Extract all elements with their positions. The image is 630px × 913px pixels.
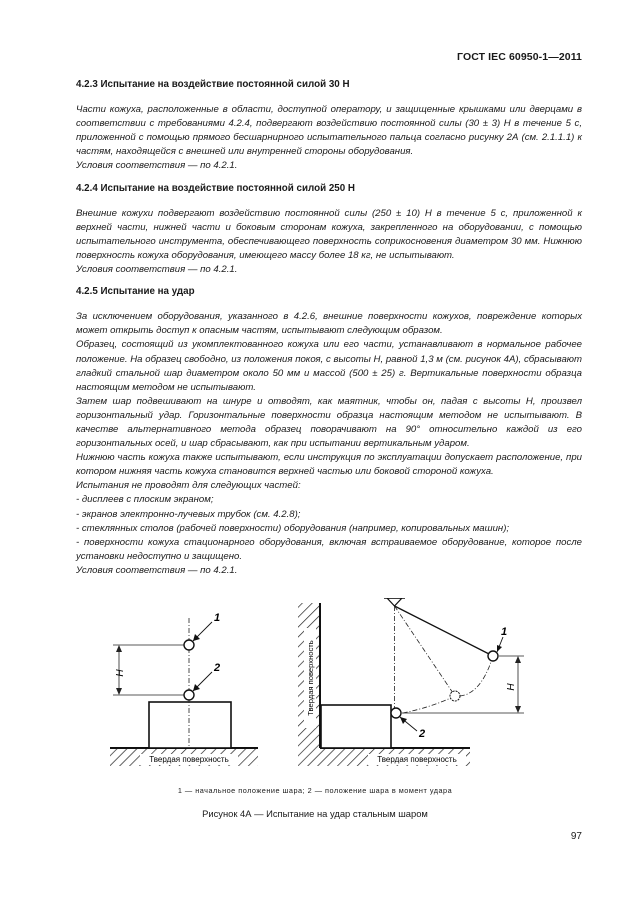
paragraph: Условия соответствия — по 4.2.1. bbox=[76, 564, 238, 576]
ball-initial-position bbox=[488, 651, 498, 661]
list-item: - экранов электронно-лучевых трубок (см. 4.2.8); bbox=[76, 508, 301, 520]
wall-label: Твердая поверхность bbox=[306, 640, 315, 716]
vertical-impact-diagram bbox=[110, 612, 258, 766]
paragraph: Части кожуха, расположенные в области, доступной оператору, и защищенные крышками или дверцами в соответствии с требованиями 4.2.4, подвергают воздействию постоянной силы (30 ± 3) Н в течение 5 с, приложенной с помощью прямого бесшарнирного испытательного пальца согласно рисунку 2А (см. 2.1.1.1) к частям, находящейся с внешней или внутренней стороны оборудования. bbox=[76, 104, 582, 158]
section-heading: 4.2.5 Испытание на удар bbox=[76, 286, 195, 298]
ground-label: Твердая поверхность bbox=[149, 755, 229, 764]
pivot-icon bbox=[387, 598, 402, 606]
label-1: 1 bbox=[501, 626, 508, 638]
paragraph: Условия соответствия — по 4.2.1. bbox=[76, 264, 238, 276]
document-header: ГОСТ IEC 60950-1—2011 bbox=[457, 51, 582, 63]
section-heading: 4.2.3 Испытание на воздействие постоянной силой 30 Н bbox=[76, 79, 350, 90]
paragraph: Внешние кожухи подвергают воздействию постоянной силы (250 ± 10) Н в течение 5 с, приложенной к верхней части, нижней части и боковым сторонам кожуха, закрепленного на оборудовании, с помощью испытательного инструмента, обеспечивающего поверхность соприкосновения диаметром 30 мм. Нижнюю поверхность кожуха оборудования, имеющего массу более 18 кг, не испытывают. bbox=[76, 207, 582, 261]
height-label: H bbox=[115, 669, 126, 677]
list-item: - дисплеев с плоским экраном; bbox=[76, 494, 214, 506]
figure-caption: Рисунок 4А — Испытание на удар стальным шаром bbox=[202, 808, 428, 819]
paragraph: За исключением оборудования, указанного в 4.2.6, внешние поверхности кожухов, повреждение которых может открыть доступ к опасным частям, испытывают следующим образом. bbox=[76, 311, 582, 337]
height-label: H bbox=[506, 683, 517, 691]
figure-legend: 1 — начальное положение шара; 2 — положение шара в момент удара bbox=[177, 786, 453, 795]
label-2: 2 bbox=[419, 728, 426, 740]
test-sample-box bbox=[321, 705, 391, 748]
section-heading: 4.2.4 Испытание на воздействие постоянной силой 250 Н bbox=[76, 182, 355, 194]
paragraph: Нижнюю часть кожуха также испытывают, если инструкция по эксплуатации допускает расположение, при котором нижняя часть кожуха становится верхней частью или боковой стороной кожуха. bbox=[76, 452, 582, 478]
label-2: 2 bbox=[214, 662, 221, 674]
paragraph: Условия соответствия — по 4.2.1. bbox=[76, 160, 238, 172]
paragraph: Образец, состоящий из укомплектованного кожуха или его части, устанавливают в нормальное рабочее положение. На образец свободно, из положения покоя, с высоты Н, равной 1,3 м (см. рисунок 4А), сбрасывают гладкий стальной шар диаметром около 50 мм и массой (500 ± 25) г. Вертикальные поверхности образца настоящим методом не испытывают. bbox=[76, 339, 582, 393]
list-item: - поверхности кожуха стационарного оборудования, включая встраиваемое оборудование, которое после установки недоступно и защищено. bbox=[76, 536, 582, 562]
ball-intermediate-position bbox=[450, 691, 460, 701]
ball-initial-position bbox=[184, 640, 194, 650]
figure-drawing bbox=[0, 598, 630, 788]
pendulum-cord bbox=[395, 606, 494, 656]
test-sample-box bbox=[149, 702, 231, 748]
document-body bbox=[76, 78, 582, 578]
swing-arc bbox=[398, 656, 493, 714]
horizontal-impact-diagram bbox=[298, 598, 524, 766]
ball-impact-position bbox=[184, 690, 194, 700]
page-number: 97 bbox=[570, 831, 582, 842]
paragraph: Испытания не проводят для следующих частей: bbox=[76, 480, 301, 492]
label-1: 1 bbox=[214, 612, 221, 624]
paragraph: Затем шар подвешивают на шнуре и отводят, как маятник, чтобы он, падая с высоты Н, произвел горизонтальный удар. Горизонтальные поверхности образца настоящим методом не испытывают. В качестве альтернативного метода образец поворачивают на 90° относительно каждой из его горизонтальных осей, и шар сбрасывают, как при испытании вертикальным ударом. bbox=[76, 395, 582, 450]
list-item: - стеклянных столов (рабочей поверхности) оборудования (например, копировальных машин); bbox=[76, 522, 510, 534]
ball-impact-position bbox=[391, 708, 401, 718]
ground-label: Твердая поверхность bbox=[377, 755, 457, 764]
